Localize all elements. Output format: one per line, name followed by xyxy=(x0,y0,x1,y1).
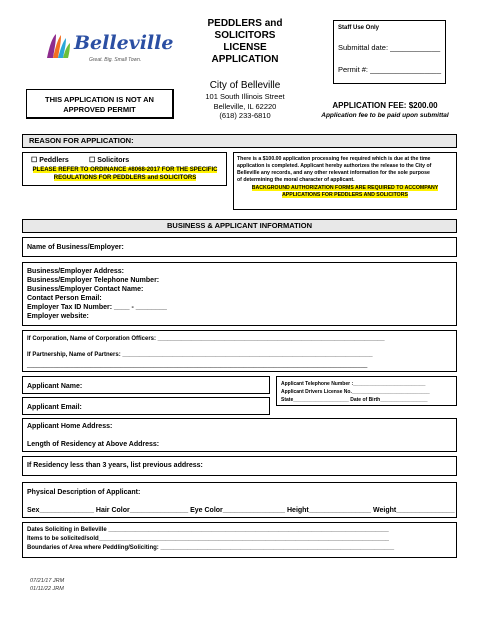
ordinance-line-1: PLEASE REFER TO ORDINANCE #8068-2017 FOR THE SPECIFIC xyxy=(32,167,218,173)
reason-header: REASON FOR APPLICATION: xyxy=(22,134,457,148)
corporation-officers-field[interactable]: If Corporation, Name of Corporation Officers: ____________________________________________________________________ xyxy=(27,336,385,342)
permit-number-field[interactable]: Permit #: _________________ xyxy=(338,65,442,74)
logo-mark-icon xyxy=(44,31,74,61)
physical-fields[interactable]: Sex______________ Hair Color_______________ Eye Color________________ Height________________ Weight_______________ xyxy=(27,507,455,514)
contact-email-field[interactable]: Contact Person Email: xyxy=(27,295,102,302)
revision-2: 01/11/22 JRM xyxy=(30,585,64,592)
physical-description-box xyxy=(22,482,457,518)
city-street: 101 South Illinois Street xyxy=(205,92,285,101)
business-header: BUSINESS & APPLICANT INFORMATION xyxy=(22,219,457,233)
background-line-2: APPLICATIONS FOR PEDDLERS AND SOLICITORS xyxy=(282,192,408,198)
belleville-logo xyxy=(40,27,174,67)
application-fee-block xyxy=(310,101,460,120)
form-title xyxy=(195,18,295,66)
not-approved-notice xyxy=(26,89,174,119)
staff-use-title: Staff Use Only xyxy=(338,25,380,31)
logo-tagline: Great. Big. Small Town. xyxy=(89,57,142,63)
business-address-field[interactable]: Business/Employer Address: xyxy=(27,268,124,275)
business-contact-name-field[interactable]: Business/Employer Contact Name: xyxy=(27,286,144,293)
notice-line-1: THIS APPLICATION IS NOT AN xyxy=(45,95,154,104)
partnership-partners-field[interactable]: If Partnership, Name of Partners: ___________________________________________________________________________ xyxy=(27,352,373,358)
logo-wordmark: Belleville xyxy=(74,32,174,54)
applicant-id-box xyxy=(276,376,457,406)
processing-line-3: Belleville any records, and any other relevant information for the sole purpose xyxy=(237,170,430,176)
partners-blank-line[interactable]: ______________________________________________________________________________________________________ xyxy=(27,362,368,368)
submittal-date-field[interactable]: Submittal date: ____________ xyxy=(338,43,441,52)
background-notice xyxy=(237,185,453,199)
applicant-name-field[interactable]: Applicant Name: xyxy=(22,376,270,394)
ordinance-line-2: REGULATIONS FOR PEDDLERS and SOLICITORS xyxy=(53,175,197,181)
application-fee-note: Application fee to be paid upon submittal xyxy=(321,112,449,119)
reason-options-box xyxy=(22,152,227,186)
business-details-box xyxy=(22,262,457,326)
state-dob-field[interactable]: State____________________ Date of Birth_________________ xyxy=(281,397,428,403)
city-zip: Belleville, IL 62220 xyxy=(213,101,277,111)
employer-website-field[interactable]: Employer website: xyxy=(27,313,89,320)
previous-address-field[interactable]: If Residency less than 3 years, list previous address: xyxy=(22,456,457,476)
solicitors-checkbox[interactable]: ☐ Solicitors xyxy=(89,157,130,164)
applicant-telephone-field[interactable]: Applicant Telephone Number :__________________________ xyxy=(281,381,426,387)
city-address-block xyxy=(185,80,305,121)
home-address-field[interactable]: Applicant Home Address: xyxy=(27,423,113,430)
application-fee-label: APPLICATION FEE: $200.00 xyxy=(332,101,438,110)
items-solicited-field[interactable]: Items to be solicited/sold_______________________________________________________________________________________ xyxy=(27,536,389,542)
dates-soliciting-field[interactable]: Dates Soliciting in Belleville ____________________________________________________________________________________ xyxy=(27,527,389,533)
notice-line-2: APPROVED PERMIT xyxy=(63,105,136,114)
background-line-1: BACKGROUND AUTHORIZATION FORMS ARE REQUIRED TO ACCOMPANY xyxy=(251,185,439,191)
corporation-box xyxy=(22,330,457,372)
city-phone: (618) 233-6810 xyxy=(219,111,271,120)
boundaries-field[interactable]: Boundaries of Area where Peddling/Soliciting: ______________________________________________________________________ xyxy=(27,545,395,551)
tax-id-field[interactable]: Employer Tax ID Number: ____ - ________ xyxy=(27,304,167,311)
home-address-box xyxy=(22,418,457,452)
processing-line-4: of determining the moral character of applicant. xyxy=(237,177,355,183)
ordinance-notice xyxy=(27,166,223,182)
soliciting-box xyxy=(22,522,457,558)
peddlers-checkbox[interactable]: ☐ Peddlers xyxy=(31,157,69,164)
title-line-2: SOLICITORS xyxy=(214,30,276,41)
processing-line-2: application is completed. Applicant hereby authorizes the release to the City of xyxy=(237,163,432,169)
business-telephone-field[interactable]: Business/Employer Telephone Number: xyxy=(27,277,160,284)
staff-use-box xyxy=(333,20,446,84)
title-line-1: PEDDLERS and xyxy=(207,18,283,29)
title-line-4: APPLICATION xyxy=(211,54,279,65)
processing-fee-box xyxy=(233,152,457,210)
residency-length-field[interactable]: Length of Residency at Above Address: xyxy=(27,441,160,448)
applicant-email-field[interactable]: Applicant Email: xyxy=(22,397,270,415)
city-name: City of Belleville xyxy=(209,80,281,91)
revision-1: 07/21/17 JRM xyxy=(30,578,65,584)
processing-line-1: There is a $100.00 application processing fee required which is due at the time xyxy=(237,156,431,162)
drivers-license-field[interactable]: Applicant Drivers License No.____________________________ xyxy=(281,389,430,395)
business-name-field[interactable]: Name of Business/Employer: xyxy=(22,237,457,257)
title-line-3: LICENSE xyxy=(223,42,267,53)
revision-notes xyxy=(30,578,64,593)
physical-description-title: Physical Description of Applicant: xyxy=(27,489,141,496)
